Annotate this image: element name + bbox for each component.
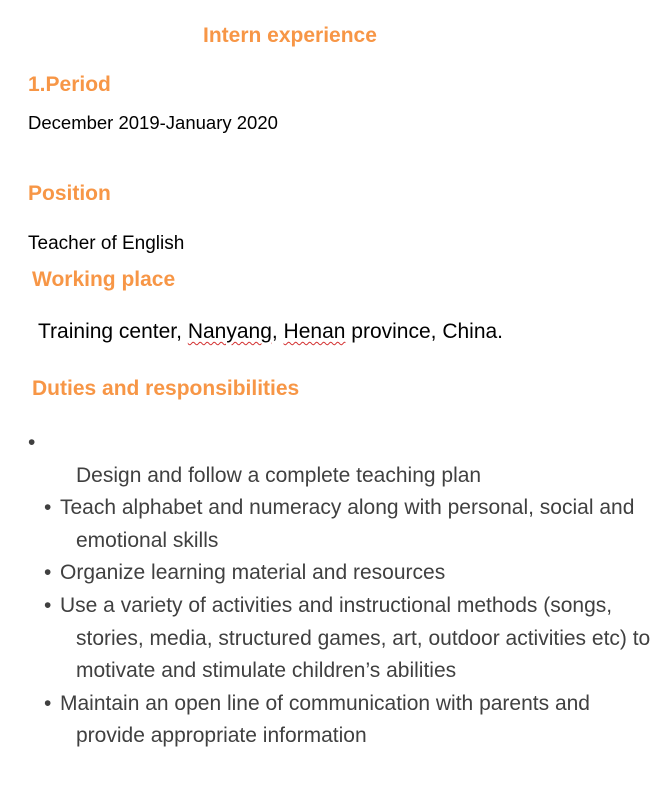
duty-text: Design and follow a complete teaching plan [76,463,482,487]
working-place-prefix: Training center, [38,320,188,343]
duty-text: Use a variety of activities and instructional methods (songs, stories, media, structured games, art, outdoor activities etc) to motivate and stimulate children’s abilities [60,593,651,683]
spellcheck-word-city[interactable]: Nanyang [187,320,272,343]
bullet-icon: • [44,561,52,585]
bullet-icon: • [44,496,52,520]
spellcheck-word-province[interactable]: Henan [283,320,346,343]
working-place-value [38,320,503,344]
bullet-icon: • [44,593,52,617]
duties-heading: Duties and responsibilities [32,377,300,400]
bullet-icon: • [44,691,52,715]
list-item [28,492,658,557]
duties-list [28,427,658,753]
document-title: Intern experience [203,24,377,47]
list-item [28,590,658,688]
working-place-separator: , [271,320,284,343]
duty-text: Teach alphabet and numeracy along with personal, social and emotional skills [60,496,635,552]
duty-text: Organize learning material and resources [60,561,446,585]
working-place-suffix: province, China. [345,320,504,343]
list-item [28,557,658,590]
duty-text: Maintain an open line of communication with parents and provide appropriate information [60,691,590,748]
working-place-heading: Working place [32,268,176,291]
period-heading: 1.Period [28,73,111,96]
list-item [28,688,658,753]
position-value: Teacher of English [28,233,185,254]
period-value: December 2019-January 2020 [28,112,278,133]
bullet-icon: • [28,431,36,454]
position-heading: Position [28,182,111,205]
list-item [28,427,658,492]
